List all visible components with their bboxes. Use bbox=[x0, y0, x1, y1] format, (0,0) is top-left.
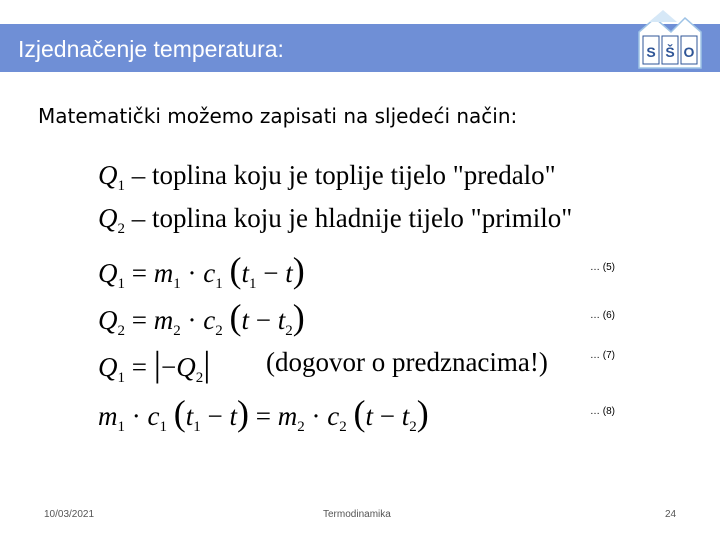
equation-7: $Q_1 = |-Q_2|$ bbox=[98, 344, 211, 386]
equation-ref-6: … (6) bbox=[590, 310, 615, 321]
top-strip bbox=[0, 0, 720, 24]
school-logo-icon bbox=[633, 8, 707, 70]
definition-q1-text: – toplina koju je toplije tijelo "predalo" bbox=[131, 160, 556, 190]
intro-text: Matematički možemo zapisati na sljedeći način: bbox=[38, 104, 518, 128]
definition-q2: $Q_2$ – toplina koju je hladnije tijelo "primilo" bbox=[98, 203, 573, 237]
slide-title: Izjednačenje temperatura: bbox=[18, 36, 284, 62]
svg-text:Š: Š bbox=[665, 44, 675, 60]
equation-8: $m_1 \cdot c_1$ $(t_1 - t) = m_2 \cdot c_2$ $(t - t_2)$ bbox=[98, 393, 429, 435]
equation-5: $Q_1 = m_1 \cdot c_1$ $(t_1 - t)$ bbox=[98, 250, 305, 292]
footer-date: 10/03/2021 bbox=[44, 509, 95, 520]
equation-6: $Q_2 = m_2 \cdot c_2$ $(t - t_2)$ bbox=[98, 297, 305, 339]
definition-q1: $Q_1$ – toplina koju je toplije tijelo "predalo" bbox=[98, 160, 556, 194]
footer-subject: Termodinamika bbox=[323, 509, 391, 520]
equation-7-note: (dogovor o predznacima!) bbox=[266, 347, 548, 377]
equation-ref-5: … (5) bbox=[590, 262, 615, 273]
page-number: 24 bbox=[665, 509, 677, 520]
equation-ref-7: … (7) bbox=[590, 350, 615, 361]
definition-q2-text: – toplina koju je hladnije tijelo "primilo" bbox=[131, 203, 573, 233]
svg-text:S: S bbox=[646, 44, 656, 60]
svg-text:O: O bbox=[683, 44, 695, 60]
equation-ref-8: … (8) bbox=[590, 406, 615, 417]
